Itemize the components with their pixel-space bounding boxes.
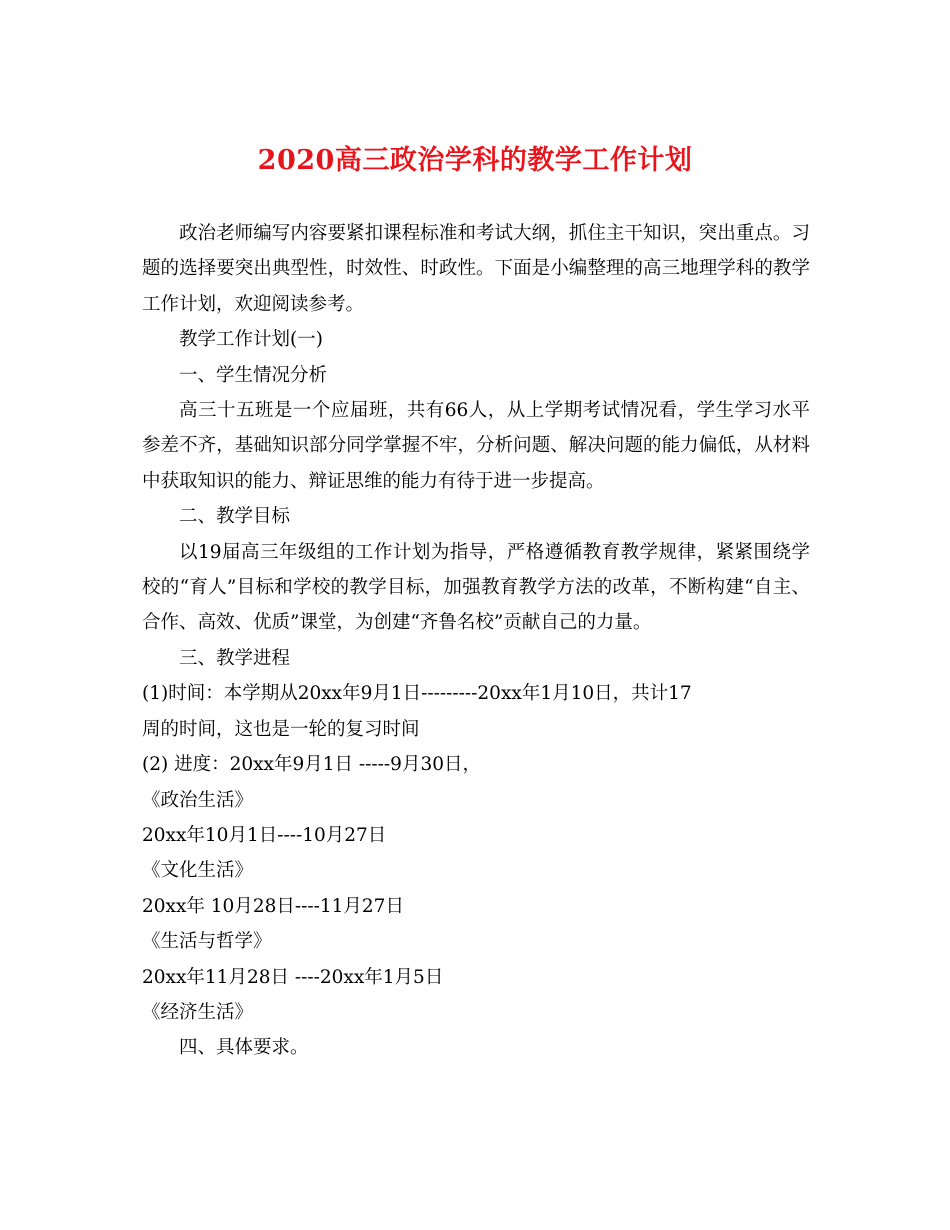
schedule-book-culture: 《文化生活》 [142, 860, 254, 882]
schedule-date-3: 20xx年 10月28日----11月27日 [142, 895, 404, 917]
section-heading-progress: 三、教学进程 [179, 647, 291, 669]
document-body [142, 216, 810, 1066]
section-heading-goals: 二、教学目标 [179, 506, 291, 528]
students-paragraph: 高三十五班是一个应届班，共有66人，从上学期考试情况看，学生学习水平参差不齐，基础知识部分同学掌握不牢，分析问题、解决问题的能力偏低，从材料中获取知识的能力、辩证思维的能力有待于进一步提高。 [142, 400, 810, 492]
schedule-time-line: (1)时间：本学期从20xx年9月1日---------20xx年1月10日，共计17 [142, 683, 692, 705]
schedule-book-philosophy: 《生活与哲学》 [142, 931, 272, 953]
intro-paragraph: 政治老师编写内容要紧扣课程标准和考试大纲，抓住主干知识，突出重点。习题的选择要突出典型性，时效性、时政性。下面是小编整理的高三地理学科的教学工作计划，欢迎阅读参考。 [142, 223, 810, 315]
section-heading-students: 一、学生情况分析 [179, 364, 328, 386]
schedule-progress-line: (2) 进度：20xx年9月1日 -----9月30日， [142, 754, 481, 776]
section-heading-requirements: 四、具体要求。 [179, 1037, 309, 1059]
page-title: 2020高三政治学科的教学工作计划 [257, 145, 693, 176]
schedule-date-2: 20xx年10月1日----10月27日 [142, 824, 387, 846]
schedule-book-economics: 《经济生活》 [142, 1001, 254, 1023]
schedule-time-line-cont: 周的时间，这也是一轮的复习时间 [142, 718, 420, 740]
goals-paragraph: 以19届高三年级组的工作计划为指导，严格遵循教育教学规律，紧紧围绕学校的“育人”目标和学校的教学目标，加强教育教学方法的改革，不断构建“自主、合作、高效、优质”课堂，为创建“齐鲁名校”贡献自己的力量。 [142, 541, 810, 634]
plan-heading: 教学工作计划(一) [179, 329, 323, 351]
schedule-date-4: 20xx年11月28日 ----20xx年1月5日 [142, 966, 444, 988]
schedule-book-politics: 《政治生活》 [142, 789, 254, 811]
